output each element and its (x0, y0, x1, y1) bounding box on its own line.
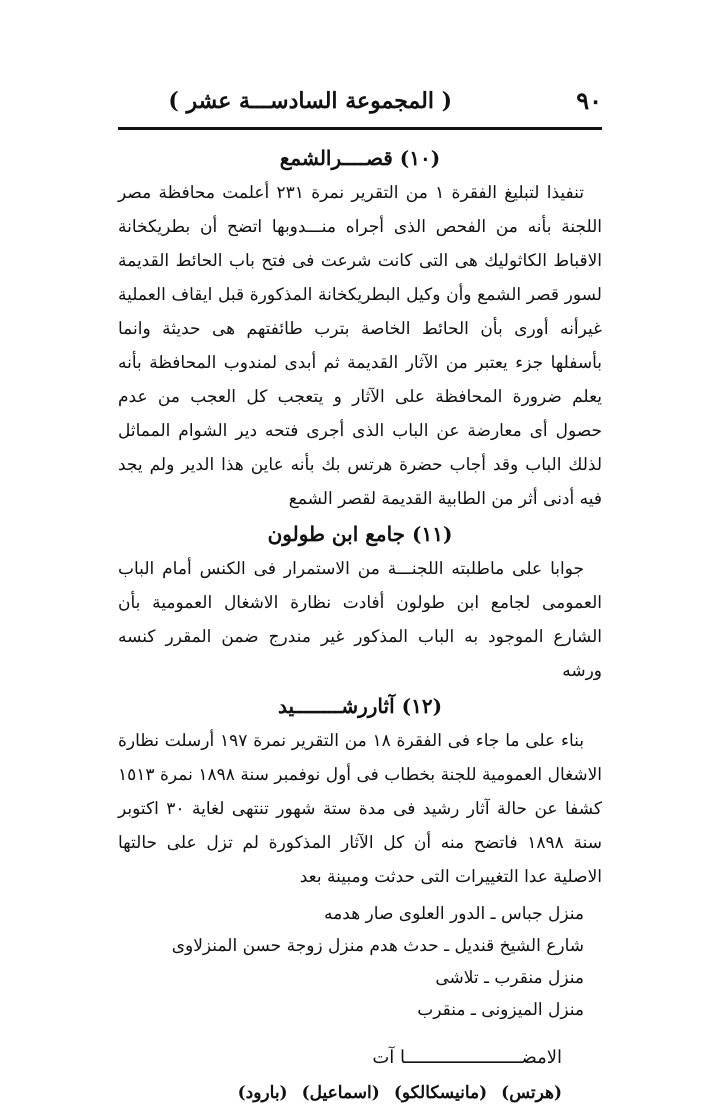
page-header (118, 82, 602, 126)
signature-name: (اسماعيل) (301, 1083, 380, 1103)
section-ibn-tulun (118, 516, 602, 688)
section-qasr-al-shama (118, 140, 602, 516)
list-item: منزل الميزونى ـ منقرب (417, 1000, 584, 1020)
list-item: شارع الشيخ قنديل ـ حدث هدم منزل زوجة حسن المنزلاوى (171, 936, 584, 956)
signature-name: (مانيسكالكو) (393, 1083, 488, 1103)
changes-list (118, 898, 602, 1026)
page-number: ٩٠ (576, 86, 602, 115)
signature-names (118, 1078, 562, 1108)
section-paragraph: بناء على ما جاء فى الفقرة ١٨ من التقرير نمرة ١٩٧ أرسلت نظارة الاشغال العمومية للجنة بخطاب فى أول نوفمبر سنة ١٨٩٨ نمرة ١٥١٣ كشفا عن حالة آثار رشيد فى مدة ستة شهور تنتهى لغاية ٣٠ اكتوبر سنة ١٨٩٨ فاتضح منه أن كل الآثار المذكورة لم تزل على حالتها الاصلية عدا التغييرات التى حدثت ومبينة بعد (118, 731, 602, 887)
signatures-title: الامضــــــــــــــــــــــا آت (372, 1047, 562, 1068)
section-rashid (118, 688, 602, 1026)
running-title: ( المجموعة السادســـة عشر ) (168, 88, 452, 114)
header-rule (118, 127, 602, 130)
section-paragraph: تنفيذا لتبليغ الفقرة ١ من التقرير نمرة ٢٣١ أعلمت محافظة مصر اللجنة بأنه من الفحص الذى أجراه منـــدوبها اتضح أن بطريكخانة الاقباط الكاثوليك هى التى كانت شرعت فى فتح باب الحائط القديمة لسور قصر الشمع وأن وكيل البطريكخانة المذكورة قبل ايقاف العملية غيرأنه أورى بأن الحائط الخاصة بترب طائفتهم هى حديثة وانما بأسفلها جزء يعتبر من الآثار القديمة ثم أبدى لمندوب المحافظة بأنه يعلم ضرورة المحافظة على الآثار و يتعجب كل العجب من عدم حصول أى معارضة عن الباب الذى أجرى فتحه دير الشوام المماثل لذلك الباب وقد أجاب حضرة هرتس بك بأنه عاين هذا الدير ولم يجد فيه أدنى أثر من الطابية القديمة لقصر الشمع (118, 183, 602, 509)
signature-name: (بارود) (237, 1083, 288, 1103)
section-heading: (١٠) قصــــرالشمع (279, 146, 441, 170)
list-item: منزل منقرب ـ تلاشى (435, 968, 584, 988)
list-item: منزل جباس ـ الدور العلوى صار هدمه (324, 904, 584, 924)
section-heading: (١١) جامع ابن طولون (267, 522, 453, 546)
section-heading: (١٢) آثاررشــــــــيد (277, 694, 443, 718)
signature-name: (هرتس) (501, 1083, 562, 1103)
page-body (118, 140, 602, 1108)
section-paragraph: جوابا على ماطلبته اللجنـــة من الاستمرار فى الكنس أمام الباب العمومى لجامع ابن طولون أفادت نظارة الاشغال العمومية بأن الشارع الموجود به الباب المذكور غير مندرج ضمن المقرر كنسه ورشه (118, 559, 602, 681)
